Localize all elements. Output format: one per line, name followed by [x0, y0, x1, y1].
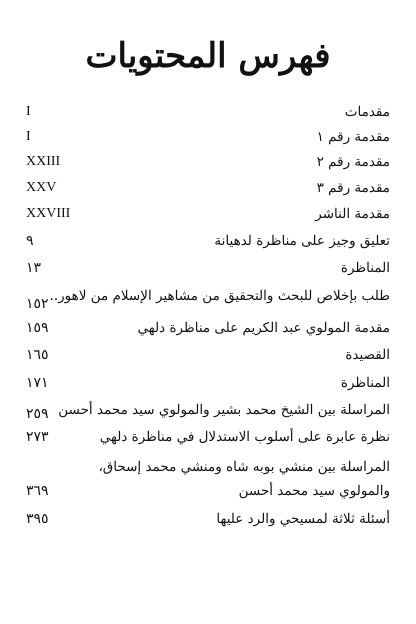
- toc-entry-page: ١٣: [26, 260, 42, 276]
- toc-entry-title: أسئلة ثلاثة لمسيحي والرد عليها: [216, 511, 390, 527]
- toc-entry-page: XXVIII: [26, 206, 71, 221]
- toc-entry-title: طلب بإخلاص للبحث والتحقيق من مشاهير الإسلام من لاهور..: [49, 288, 390, 304]
- toc-entry-title: نظرة عابرة على أسلوب الاستدلال في مناظرة دلهي: [99, 429, 390, 445]
- toc-entry-page: XXV: [26, 180, 57, 195]
- toc-entry-title: المناظرة: [340, 260, 390, 276]
- toc-entry-title: مقدمات: [344, 104, 390, 120]
- toc-entry-title: مقدمة رقم ٣: [316, 180, 390, 196]
- toc-entry-page: XXIII: [26, 154, 61, 169]
- toc-entry-title: تعليق وجيز على مناظرة لدهيانة: [214, 233, 390, 249]
- toc-entry-page: ١٧١: [26, 375, 49, 391]
- toc-entry-page: ٢٧٣: [26, 429, 49, 445]
- toc-entry-title: مقدمة رقم ١: [316, 129, 390, 145]
- toc-entry-title: القصيدة: [345, 347, 390, 363]
- toc-entry-page: ١٦٥: [26, 347, 49, 363]
- toc-entry-page: ١٥٢: [26, 296, 49, 312]
- toc-entry-page: ٣٦٩: [26, 483, 49, 499]
- toc-entry-page: I: [26, 129, 31, 144]
- toc-entry-page: ١٥٩: [26, 320, 49, 336]
- toc-entry-title: المناظرة: [340, 375, 390, 391]
- toc-entry-page: ٣٩٥: [26, 511, 49, 527]
- toc-entry-page: ٢٥٩: [26, 406, 49, 422]
- toc-entry-title: مقدمة الناشر: [315, 206, 390, 222]
- toc-entry-title: مقدمة المولوي عبد الكريم على مناظرة دلهي: [137, 320, 390, 336]
- toc-entry-title: المراسلة بين الشيخ محمد بشير والمولوي سيد محمد أحسن: [58, 402, 390, 418]
- toc-entry-title: مقدمة رقم ٢: [316, 154, 390, 170]
- toc-entry-title: المراسلة بين منشي بوبه شاه ومنشي محمد إسحاق، والمولوي سيد محمد أحسن: [98, 459, 390, 499]
- toc-entry-page: I: [26, 104, 31, 119]
- toc-entry-page: ٩: [26, 233, 34, 249]
- page-title: فهرس المحتويات: [85, 36, 331, 76]
